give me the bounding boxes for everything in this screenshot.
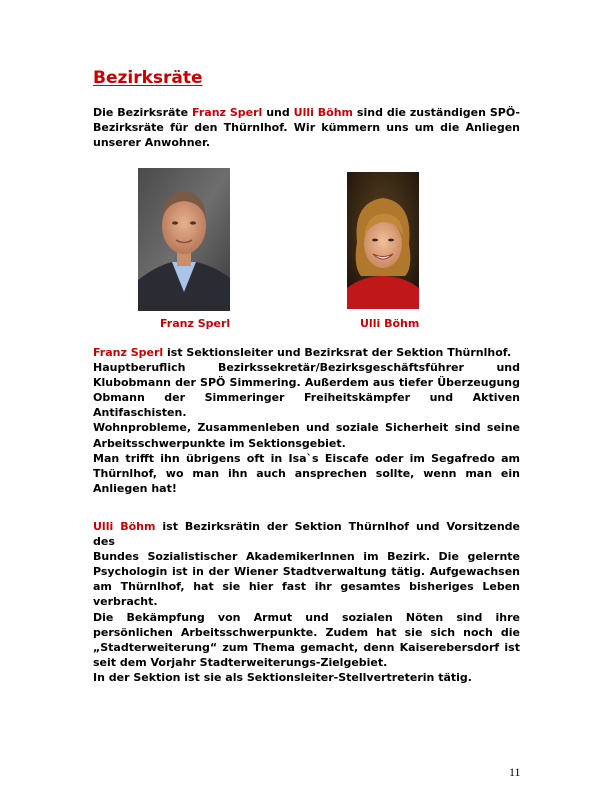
text-run: Arbeitsschwerpunkte im Sektionsgebiet. xyxy=(93,436,346,450)
page-number: 11 xyxy=(509,765,521,779)
portrait-franz-sperl-image xyxy=(138,168,230,311)
page-title: Bezirksräte xyxy=(93,68,203,88)
text-line xyxy=(93,564,520,579)
text-line xyxy=(93,105,520,120)
text-line xyxy=(93,390,520,405)
text-run: Man trifft ihn übrigens oft in Isa`s Eiscafe oder im Segafredo am xyxy=(93,451,520,465)
bio-ulli-boehm xyxy=(93,519,520,685)
text-line xyxy=(93,360,520,375)
text-line xyxy=(93,481,520,496)
text-run: Wohnprobleme, Zusammenleben und soziale Sicherheit sind seine xyxy=(93,421,520,435)
text-run: unserer Anwohner. xyxy=(93,136,211,150)
text-run: Anliegen hat! xyxy=(93,481,177,495)
text-run: Die Bezirksräte xyxy=(93,106,193,119)
text-run: Thürnlhof, wo man ihn auch ansprechen sollte, wenn man ein xyxy=(93,466,520,480)
text-run: Die Bekämpfung von Armut und sozialen Nöten sind ihre xyxy=(93,610,520,624)
text-run: Hauptberuflich Bezirkssekretär/Bezirksgeschäftsführer und xyxy=(93,361,520,375)
text-run: Bundes Sozialistischer AkademikerInnen im Bezirk. Die gelernte xyxy=(93,550,520,564)
text-run: Klubobmann der SPÖ Simmering. Außerdem aus tiefer Überzeugung xyxy=(93,376,520,390)
text-run: seit dem Vorjahr Stadterweiterungs-Zielgebiet. xyxy=(93,655,388,669)
text-line xyxy=(93,120,520,135)
text-line xyxy=(93,670,520,685)
text-run: und xyxy=(262,106,294,119)
photo-ulli-boehm xyxy=(347,172,419,309)
text-line xyxy=(93,135,520,150)
text-run: Obmann der Simmeringer Freiheitskämpfer und Aktiven xyxy=(93,391,520,405)
portrait-ulli-boehm-image xyxy=(347,172,419,309)
photo-franz-sperl xyxy=(138,168,230,311)
text-line xyxy=(93,519,520,549)
text-run: „Stadterweiterung“ zum Thema gemacht, denn Kaiserebersdorf ist xyxy=(93,640,520,654)
text-line xyxy=(93,610,520,625)
text-run: ist Sektionsleiter und Bezirksrat der Sektion Thürnlhof. xyxy=(163,346,512,359)
text-line xyxy=(93,466,520,481)
text-line xyxy=(93,579,520,594)
text-line xyxy=(93,549,520,564)
text-line xyxy=(93,594,520,609)
text-run: sind die zuständigen SPÖ- xyxy=(353,106,520,119)
bio-franz-sperl xyxy=(93,345,520,496)
text-run: ist Bezirksrätin der Sektion Thürnlhof und Vorsitzende des xyxy=(93,520,520,549)
person-name: Franz Sperl xyxy=(93,346,164,359)
text-line xyxy=(93,451,520,466)
text-run: Antifaschisten. xyxy=(93,406,187,420)
text-run: persönlichen Arbeitsschwerpunkte. Zudem hat sie sich noch die xyxy=(93,625,520,639)
text-line xyxy=(93,640,520,655)
text-line xyxy=(93,405,520,420)
person-name: Ulli Böhm xyxy=(293,106,354,119)
person-name: Franz Sperl xyxy=(192,106,263,119)
text-line xyxy=(93,625,520,640)
text-run: Psychologin ist in der Wiener Stadtverwaltung tätig. Aufgewachsen xyxy=(93,565,520,579)
text-line xyxy=(93,436,520,451)
text-line xyxy=(93,375,520,390)
caption-franz-sperl: Franz Sperl xyxy=(160,317,231,330)
text-run: am Thürnlhof, hat sie hier fast ihr gesamtes bisheriges Leben xyxy=(93,580,520,594)
text-run: Bezirksräte für den Thürnlhof. Wir kümmern uns um die Anliegen xyxy=(93,121,520,135)
person-name: Ulli Böhm xyxy=(93,520,156,533)
text-line xyxy=(93,420,520,435)
intro-paragraph xyxy=(93,105,520,150)
text-line xyxy=(93,655,520,670)
text-run: In der Sektion ist sie als Sektionsleiter-Stellvertreterin tätig. xyxy=(93,670,472,684)
text-line xyxy=(93,345,520,360)
text-run: verbracht. xyxy=(93,595,158,609)
caption-ulli-boehm: Ulli Böhm xyxy=(360,317,420,330)
